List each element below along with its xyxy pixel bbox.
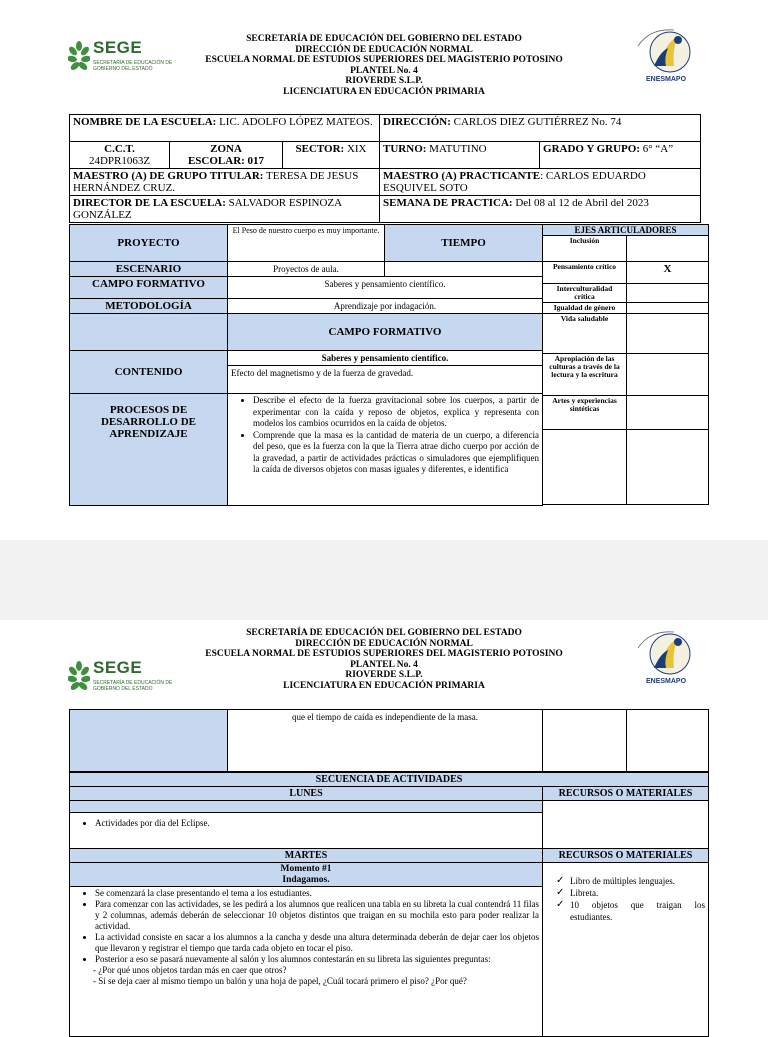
eje-mark (627, 354, 709, 396)
ejes-title: EJES ARTICULADORES (543, 225, 709, 236)
header-line: SECRETARÍA DE EDUCACIÓN DEL GOBIERNO DEL ESTADO (246, 628, 522, 638)
proyecto-value: El Peso de nuestro cuerpo es muy importante. (228, 225, 385, 262)
martes-materials (543, 863, 709, 1037)
eje-label: Vida saludable (543, 314, 627, 354)
eje-empty (627, 710, 709, 772)
header-title-block (184, 628, 584, 691)
header-line: PLANTEL No. 4 (350, 65, 418, 76)
header-line: SECRETARÍA DE EDUCACIÓN DEL GOBIERNO DEL ESTADO (246, 34, 522, 44)
material-item: ✓ Libreta. (570, 887, 705, 899)
enesmapo-logo: ENESMAPO (630, 628, 702, 692)
eje-mark (627, 284, 709, 303)
escenario-empty (385, 262, 543, 277)
eje-mark (627, 236, 709, 262)
eje-empty (543, 710, 627, 772)
campo-value: Saberes y pensamiento científico. (228, 277, 543, 299)
question-item: - Si se deja caer al mismo tiempo un balón y una hoja de papel, ¿Cuál tocará primero el piso? ¿Por qué? (103, 976, 539, 987)
activity-item: • Para comenzar con las actividades, se les pedirá a los alumnos que realicen una tabla en su libreta la cual contendrá 11 filas y 2 columnas, además deberán de seleccionar 10 objetos distintos que traigan en su mochila esto para poder realizar la actividad. (95, 899, 539, 932)
eje-mark (627, 396, 709, 430)
eje-label: Pensamiento crítico (543, 262, 627, 284)
header-line: RIOVERDE S.L.P. (345, 76, 423, 86)
eje-empty (543, 430, 627, 505)
contenido-value: Saberes y pensamiento científico. Efecto del magnetismo y de la fuerza de gravedad. (228, 351, 543, 394)
header-line: RIOVERDE S.L.P. (345, 670, 423, 680)
ejes-table (542, 224, 709, 505)
procesos-value (228, 394, 543, 506)
material-item: ✓ Libro de múltiples lenguajes. (570, 875, 705, 887)
header-line: ESCUELA NORMAL DE ESTUDIOS SUPERIORES DEL MAGISTERIO POTOSINO (205, 55, 563, 65)
enesmapo-emblem-icon (630, 26, 702, 76)
semana-cell: SEMANA DE PRACTICA: Del 08 al 12 de Abril del 2023 (380, 196, 701, 223)
metodologia-value: Aprendizaje por indagación. (228, 299, 543, 314)
secuencia-title: SECUENCIA DE ACTIVIDADES (70, 773, 709, 787)
titular-teacher-cell: MAESTRO (A) DE GRUPO TITULAR: TERESA DE JESUS HERNÁNDEZ CRUZ. (70, 169, 380, 196)
lunes-subheader (70, 801, 543, 813)
sector-cell: SECTOR: XIX (283, 142, 380, 169)
header-line: PLANTEL No. 4 (350, 659, 418, 670)
header-line: LICENCIATURA EN EDUCACIÓN PRIMARIA (283, 86, 485, 97)
campo-header-empty (70, 314, 228, 351)
school-name-cell: NOMBRE DE LA ESCUELA: LIC. ADOLFO LÓPEZ MATEOS. (70, 115, 380, 142)
activity-item: • Actividades por día del Eclipse. (95, 817, 539, 829)
header-line: ESCUELA NORMAL DE ESTUDIOS SUPERIORES DEL MAGISTERIO POTOSINO (205, 649, 563, 659)
campo-header: CAMPO FORMATIVO (228, 314, 543, 351)
momento-header: Momento #1 Indagamos. (70, 863, 543, 887)
recursos-header: RECURSOS O MATERIALES (543, 787, 709, 801)
address-cell: DIRECCIÓN: CARLOS DIEZ GUTIÉRREZ No. 74 (380, 115, 701, 142)
document-header (0, 620, 768, 710)
procesos-continuation-table (69, 709, 709, 772)
tiempo-label: TIEMPO (385, 225, 543, 262)
procesos-cont-label (70, 710, 228, 772)
proceso-item: • Comprende que la masa es la cantidad de materia de un cuerpo, a diferencia del peso, que es la fuerza con la que la Tierra atrae dicho cuerpo por acción de la gravedad, a partir de actividades prácticas o simuladores que ejemplifiquen la caída de diversos objetos con masas iguales y diferentes, e identifica (253, 430, 539, 476)
header-line: LICENCIATURA EN EDUCACIÓN PRIMARIA (283, 680, 485, 691)
school-info-table (69, 114, 701, 223)
document-header (0, 0, 768, 97)
contenido-label: CONTENIDO (70, 351, 228, 394)
eje-mark: X (627, 262, 709, 284)
lunes-activities (70, 813, 543, 849)
sege-logo: SEGE SECRETARÍA DE EDUCACIÓN DE GOBIERNO DEL ESTADO (68, 40, 168, 78)
escenario-value: Proyectos de aula. (228, 262, 385, 277)
question-item: - ¿Por qué unos objetos tardan más en caer que otros? (103, 965, 539, 976)
page-gap (0, 540, 768, 620)
proyecto-label: PROYECTO (70, 225, 228, 262)
zona-cell: ZONA ESCOLAR: 017 (170, 142, 283, 169)
metodologia-label: METODOLOGÍA (70, 299, 228, 314)
martes-activities (70, 887, 543, 1037)
eje-label: Igualdad de género (543, 303, 627, 314)
lunes-materials (543, 801, 709, 849)
turno-cell: TURNO: MATUTINO (380, 142, 540, 169)
eje-label: Artes y experiencias sintéticas (543, 396, 627, 430)
cct-cell: C.C.T. 24DPR1063Z (70, 142, 170, 169)
sege-logo: SEGE SECRETARÍA DE EDUCACIÓN DE GOBIERNO DEL ESTADO (68, 660, 168, 698)
header-line: DIRECCIÓN DE EDUCACIÓN NORMAL (295, 44, 473, 55)
proceso-item: • Describe el efecto de la fuerza gravitacional sobre los cuerpos, a partir de experimentar con la caída y reposo de objetos, explica y representa con modelos los cambios ocurridos en la caída de objetos. (253, 395, 539, 430)
material-item: ✓ 10 objetos que traigan los estudiantes. (570, 899, 705, 923)
header-line: DIRECCIÓN DE EDUCACIÓN NORMAL (295, 638, 473, 649)
activity-item: • Se comenzará la clase presentando el tema a los estudiantes. (95, 888, 539, 899)
sege-leaf-icon (68, 40, 90, 74)
practicante-cell: MAESTRO (A) PRACTICANTE: CARLOS EDUARDO ESQUIVEL SOTO (380, 169, 701, 196)
activity-item: • Posterior a eso se pasará nuevamente al salón y los alumnos contestarán en su libreta las siguientes preguntas: (95, 954, 539, 965)
secuencia-table (69, 772, 709, 1037)
eje-mark (627, 314, 709, 354)
activity-item: • La actividad consiste en sacar a los alumnos a la cancha y desde una altura determinada deberán de dejar caer los objetos que llevaron y registrar el tiempo que tarda cada objeto en tocar el piso. (95, 932, 539, 954)
eje-label: Interculturalidad crítica (543, 284, 627, 303)
martes-header: MARTES (70, 849, 543, 863)
enesmapo-emblem-icon (630, 628, 702, 678)
campo-label: CAMPO FORMATIVO (70, 277, 228, 299)
director-cell: DIRECTOR DE LA ESCUELA: SALVADOR ESPINOZA GONZÁLEZ (70, 196, 380, 223)
eje-mark (627, 303, 709, 314)
page-2 (0, 620, 768, 1024)
recursos-header: RECURSOS O MATERIALES (543, 849, 709, 863)
procesos-label: PROCESOS DE DESARROLLO DE APRENDIZAJE (70, 394, 228, 506)
procesos-cont-value: que el tiempo de caída es independiente de la masa. (228, 710, 543, 772)
enesmapo-logo: ENESMAPO (630, 26, 702, 90)
lunes-header: LUNES (70, 787, 543, 801)
eje-empty (627, 430, 709, 505)
eje-label: Apropiación de las culturas a través de la lectura y la escritura (543, 354, 627, 396)
escenario-label: ESCENARIO (70, 262, 228, 277)
planning-table (69, 224, 543, 506)
sege-leaf-icon (68, 660, 90, 694)
eje-label: Inclusión (543, 236, 627, 262)
header-title-block (184, 34, 584, 97)
grado-cell: GRADO Y GRUPO: 6° “A” (540, 142, 701, 169)
